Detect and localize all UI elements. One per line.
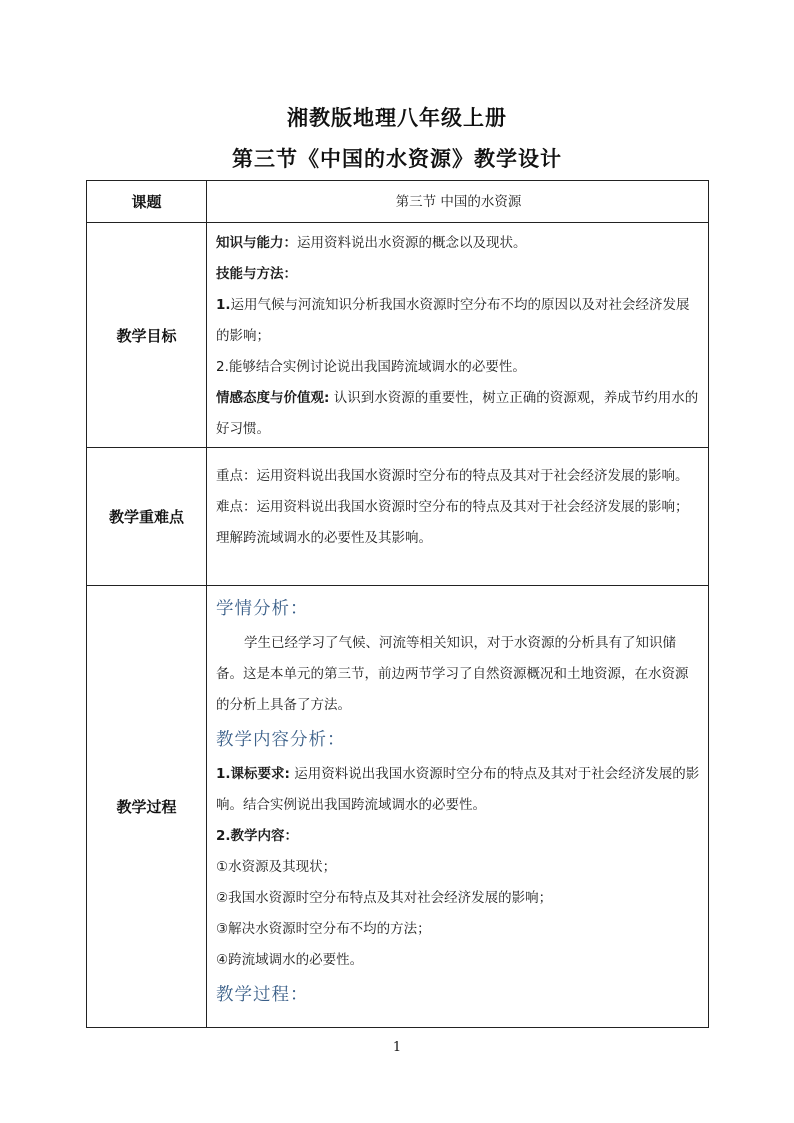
skills-line [216, 259, 701, 290]
teaching-content-label: 2.教学内容： [216, 828, 299, 844]
standard-label: 1.课标要求: [216, 766, 290, 782]
teaching-content-line [216, 821, 701, 852]
skills-label: 技能与方法： [216, 266, 297, 282]
standard-text: 运用资料说出我国水资源时空分布的特点及其对于社会经济发展的影响。结合实例说出我国跨流域调水的必要性。 [216, 766, 700, 813]
process-label: 教学过程 [87, 586, 207, 1028]
page-number: 1 [392, 1040, 402, 1055]
analysis-text: 学生已经学习了气候、河流等相关知识，对于水资源的分析具有了知识储备。这是本单元的第三节，前边两节学习了自然资源概况和土地资源，在水资源的分析上具备了方法。 [216, 635, 689, 713]
table-row-objectives [87, 223, 709, 448]
table-row-topic [87, 181, 709, 223]
attitude-label: 情感态度与价值观: [216, 390, 330, 406]
list-item: ③解决水资源时空分布不均的方法； [216, 921, 431, 937]
knowledge-label: 知识与能力： [216, 235, 297, 251]
list-item: ②我国水资源时空分布特点及其对社会经济发展的影响； [216, 890, 553, 906]
key-points-label: 教学重难点 [87, 448, 207, 586]
topic-label: 课题 [87, 181, 207, 223]
table-row-process [87, 586, 709, 1028]
objectives-content [207, 223, 709, 448]
key-point-text: 重点：运用资料说出我国水资源时空分布的特点及其对于社会经济发展的影响。 [216, 468, 689, 484]
lesson-plan-table [86, 180, 709, 1028]
difficult-point-text: 难点：运用资料说出我国水资源时空分布的特点及其对于社会经济发展的影响；理解跨流域调水的必要性及其影响。 [216, 499, 689, 546]
skill-1-line [216, 290, 701, 352]
skill-1-text: 运用气候与河流知识分析我国水资源时空分布不均的原因以及对社会经济发展的影响； [216, 297, 690, 344]
objectives-label: 教学目标 [87, 223, 207, 448]
process-heading: 教学过程： [216, 985, 309, 1005]
attitude-text: 认识到水资源的重要性，树立正确的资源观，养成节约用水的好习惯。 [216, 390, 699, 437]
key-points-content [207, 448, 709, 586]
analysis-heading: 学情分析： [216, 599, 309, 619]
knowledge-text: 运用资料说出水资源的概念以及现状。 [297, 235, 527, 251]
list-item: ①水资源及其现状； [216, 859, 337, 875]
skill-2-text: 2.能够结合实例讨论说出我国跨流域调水的必要性。 [216, 359, 526, 375]
content-analysis-heading: 教学内容分析： [216, 730, 346, 750]
skill-1-number: 1. [216, 297, 231, 313]
knowledge-line [216, 228, 701, 259]
table-row-key-points [87, 448, 709, 586]
standard-line [216, 759, 701, 821]
topic-value: 第三节 中国的水资源 [207, 181, 709, 223]
list-item: ④跨流域调水的必要性。 [216, 952, 364, 968]
attitude-line [216, 383, 701, 445]
process-content [207, 586, 709, 1028]
document-subtitle: 第三节《中国的水资源》教学设计 [232, 147, 562, 171]
document-title: 湘教版地理八年级上册 [287, 106, 507, 130]
